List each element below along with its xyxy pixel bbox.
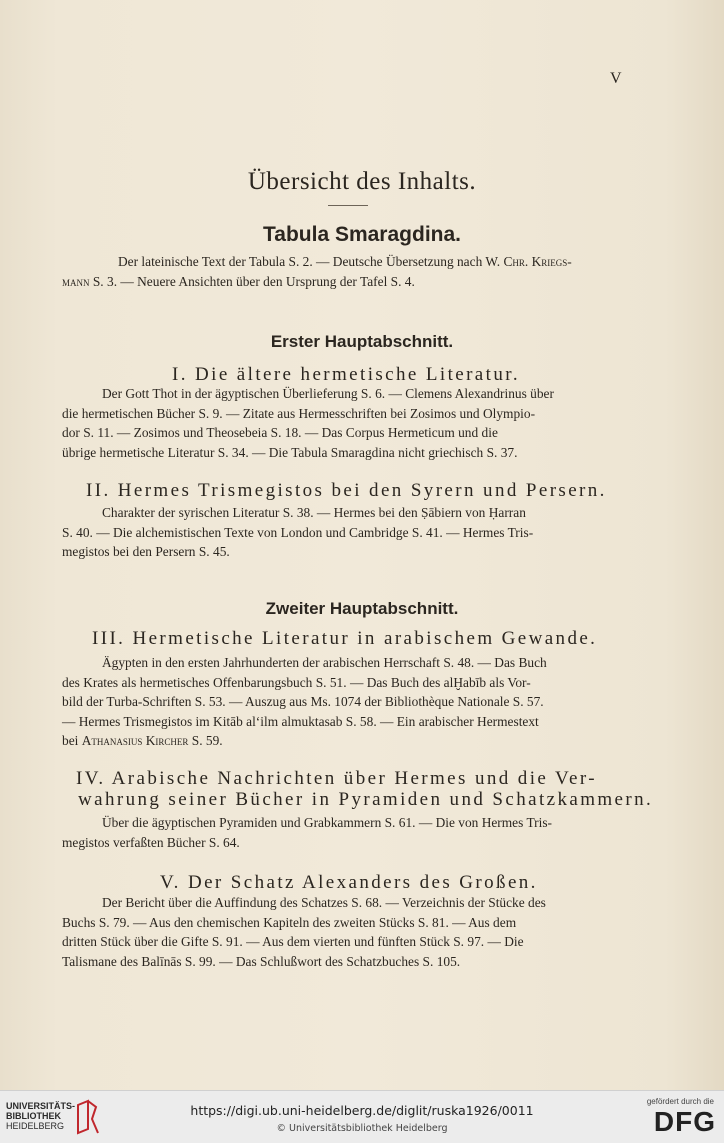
funding-caption: gefördert durch die <box>646 1097 714 1106</box>
part2-heading: Zweiter Hauptabschnitt. <box>265 599 459 618</box>
section-3-last-prefix: bei <box>62 733 82 748</box>
section-3-last-suffix: S. 59. <box>188 733 223 748</box>
section-2-line: Charakter der syrischen Literatur S. 38. — Hermes bei den Ṣābiern von Ḥarran <box>102 505 526 520</box>
tabula-text-1: Der lateinische Text der Tabula S. 2. — Deutsche Übersetzung nach W. <box>118 254 504 269</box>
section-2-line: S. 40. — Die alchemistischen Texte von London und Cambridge S. 41. — Hermes Tris- <box>62 524 534 540</box>
section-1-title: I. Die ältere hermetische Literatur. <box>172 364 521 385</box>
section-3-line: des Krates als hermetisches Offenbarungsbuch S. 51. — Das Buch des alḪabīb als Vor- <box>62 674 531 690</box>
section-5-text <box>62 893 626 971</box>
tabula-text-2: S. 3. — Neuere Ansichten über den Ursprung der Tafel S. 4. <box>89 273 415 289</box>
document-url-link[interactable]: https://digi.ub.uni-heidelberg.de/diglit/ruska1926/0011 <box>190 1103 534 1118</box>
page-number: V <box>610 70 622 87</box>
tabula-author-2: mann <box>62 273 90 289</box>
section-4-title-line-2: wahrung seiner Bücher in Pyramiden und Schatzkammern. <box>78 789 654 810</box>
section-5-line: Der Bericht über die Auffindung des Schatzes S. 68. — Verzeichnis der Stücke des <box>102 895 546 910</box>
section-2-line: megistos bei den Persern S. 45. <box>62 544 230 559</box>
section-1-line: übrige hermetische Literatur S. 34. — Die Tabula Smaragdina nicht griechisch S. 37. <box>62 444 518 460</box>
section-4-text <box>62 813 626 852</box>
section-5-title: V. Der Schatz Alexanders des Großen. <box>160 872 538 893</box>
section-3-line: bild der Turba-Schriften S. 53. — Auszug aus Ms. 1074 der Bibliothèque Nationale S. 57. <box>62 694 544 709</box>
section-3-text <box>62 653 626 751</box>
tabula-line-2 <box>62 272 626 292</box>
tabula-line-1 <box>62 252 626 272</box>
section-1-line: dor S. 11. — Zosimos und Theosebeia S. 18. — Das Corpus Hermeticum und die <box>62 425 498 440</box>
dfg-logo[interactable]: DFG <box>653 1106 716 1137</box>
section-2-text <box>62 503 626 562</box>
copyright-notice: © Universitätsbibliothek Heidelberg <box>276 1123 448 1134</box>
section-1-line: die hermetischen Bücher S. 9. — Zitate aus Hermesschriften bei Zosimos und Olympio- <box>62 405 536 421</box>
logo-line-2: BIBLIOTHEK <box>6 1111 61 1121</box>
section-3-author: Athanasius Kircher <box>81 733 189 748</box>
section-2-title: II. Hermes Trismegistos bei den Syrern und Persern. <box>86 480 607 501</box>
section-3-last-line <box>62 731 626 751</box>
tabula-author: Chr. Kriegs- <box>503 254 572 269</box>
part1-heading: Erster Hauptabschnitt. <box>270 332 454 351</box>
section-3-line: — Hermes Trismegistos im Kitāb al‘ilm almuktasab S. 58. — Ein arabischer Hermestext <box>62 713 539 729</box>
section-5-line: Talismane des Balīnās S. 99. — Das Schlußwort des Schatzbuches S. 105. <box>62 953 461 969</box>
section-3-line: Ägypten in den ersten Jahrhunderten der arabischen Herrschaft S. 48. — Das Buch <box>102 655 547 670</box>
section-4-line: Über die ägyptischen Pyramiden und Grabkammern S. 61. — Die von Hermes Tris- <box>102 815 552 830</box>
section-5-line: dritten Stück über die Gifte S. 91. — Aus dem vierten und fünften Stück S. 97. — Die <box>62 934 524 949</box>
page-title: Übersicht des Inhalts. <box>247 168 477 195</box>
section-5-line: Buchs S. 79. — Aus den chemischen Kapiteln des zweiten Stücks S. 81. — Aus dem <box>62 914 517 930</box>
logo-line-3: HEIDELBERG <box>6 1121 65 1131</box>
section-4-line: megistos verfaßten Bücher S. 64. <box>62 834 240 850</box>
section-1-text <box>62 384 626 462</box>
viewer-footer <box>0 1090 724 1143</box>
tabula-paragraph <box>62 252 626 291</box>
section-1-line: Der Gott Thot in der ägyptischen Überlieferung S. 6. — Clemens Alexandrinus über <box>102 386 554 401</box>
tabula-heading: Tabula Smaragdina. <box>263 223 461 246</box>
section-4-title-line-1: IV. Arabische Nachrichten über Hermes und die Ver- <box>76 768 597 789</box>
logo-line-1: UNIVERSITÄTS- <box>6 1101 76 1111</box>
title-rule <box>328 205 368 206</box>
section-3-title: III. Hermetische Literatur in arabischem Gewande. <box>92 628 598 649</box>
